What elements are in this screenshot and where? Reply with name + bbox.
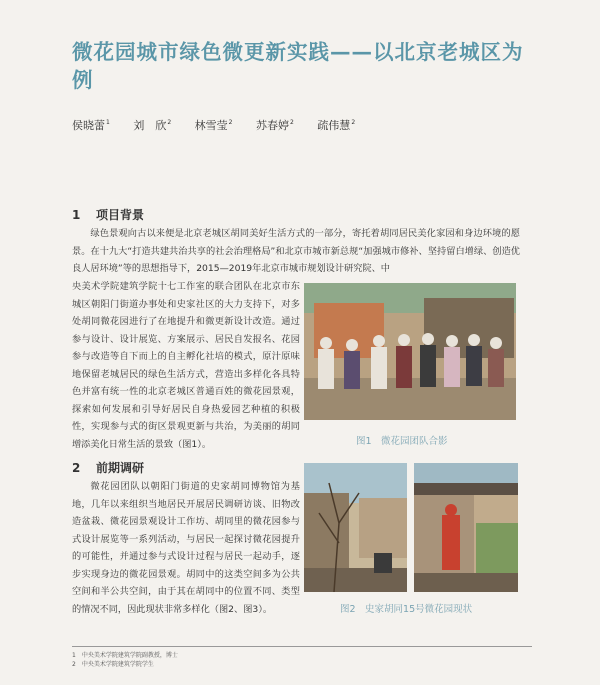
- paper-title: 微花园城市绿色微更新实践——以北京老城区为例: [72, 40, 524, 92]
- author: 疏伟慧$^2$: [317, 119, 356, 132]
- section-heading-2: 2 前期调研: [72, 461, 145, 475]
- author: 侯晓蕾$^1$: [72, 119, 110, 132]
- author-list: [72, 117, 375, 133]
- author: 苏春婷$^2$: [255, 119, 294, 132]
- footnotes: [72, 646, 532, 669]
- figure1-caption: 图1 微花园团队合影: [356, 436, 448, 447]
- figure1-team-photo: [304, 283, 516, 420]
- section-heading-1: 1 项目背景: [72, 208, 145, 222]
- paragraph-background-intro: 绿色景观向古以来便是北京老城区胡同美好生活方式的一部分，寄托着胡同居民美化家园和身边环境的愿景。在十九大“打造共建共治共享的社会治理格局”和北京市城市新总规“加强城市修补、坚持留白增绿、创造优良人居环境”等的思想指导下，2015—2019年北京市城市规划设计研究院、中: [72, 228, 520, 274]
- figure2-photo-left: [304, 463, 407, 592]
- footnote: 2 中央美术学院建筑学院学生: [72, 661, 154, 668]
- footnote: 1 中央美术学院建筑学院副教授，博士: [72, 652, 178, 659]
- author: 刘 欣$^2$: [133, 119, 172, 132]
- paragraph-background-body: 央美术学院建筑学院十七工作室的联合团队在北京市东城区朝阳门街道办事处和史家社区的大力支持下，对多处胡同微花园进行了在地提升和微更新设计改造。通过参与设计、设计展览、方案展示、居民自发报名、花园参与改造等自下而上的自主孵化社培的模式，原汁原味地保留老城居民的绿色生活方式，营造出多样化各具特色并富有统一性的北京老城区普通百姓的微花园景观，探索如何发展和引导好居民自身热爱园艺种植的积极性，实现参与式的街区景观更新与共治，为美丽的胡同增添美化日常生活的景致（图1）。: [72, 281, 300, 450]
- paragraph-survey: 微花园团队以朝阳门街道的史家胡同博物馆为基地，几年以来组织当地居民开展居民调研访谈、旧物改造盆栽、微花园景观设计工作坊、胡同里的微花园参与式设计展览等一系列活动，与居民一起探讨微花园提升的可能性，并通过参与式设计过程与居民一起动手，逐步实现身边的微花园景观。胡同中的这类空间多为公共空间和半公共空间，由于其在胡同中的位置不同、类型的情况不同，因此现状非常多样化（图2、图3）。: [72, 481, 300, 615]
- author: 林雪莹$^2$: [194, 119, 233, 132]
- figure2-photo-right: [414, 463, 518, 592]
- figure2-caption: 图2 史家胡同15号微花园现状: [340, 604, 473, 615]
